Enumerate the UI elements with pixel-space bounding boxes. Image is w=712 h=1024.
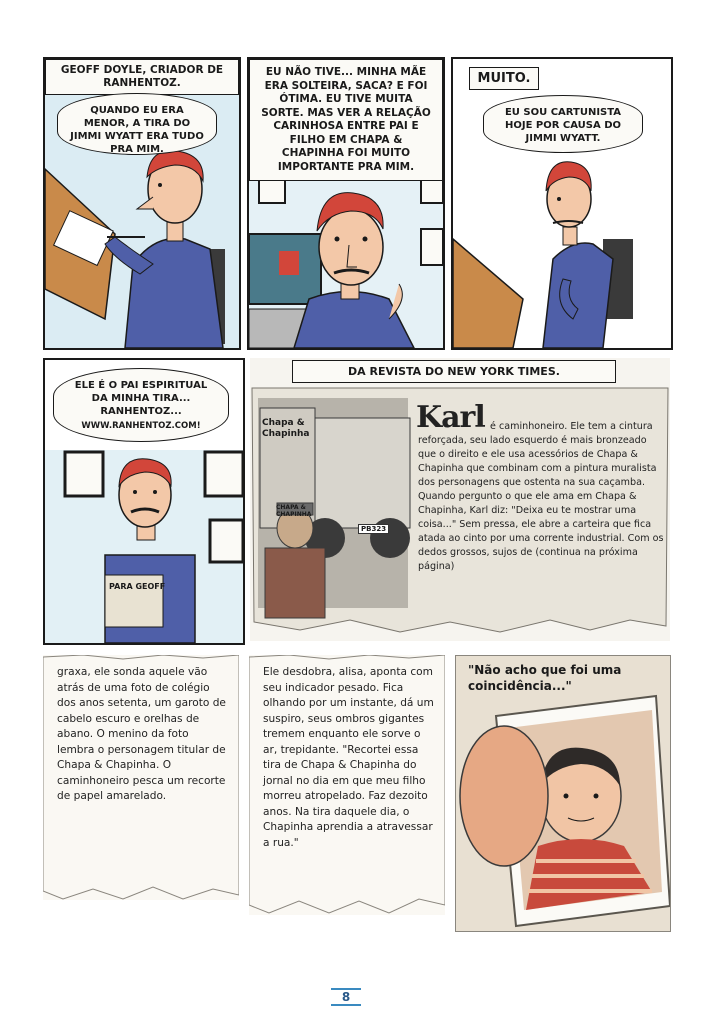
panel-1 bbox=[43, 57, 241, 350]
speech-balloon bbox=[53, 368, 229, 442]
article-text: é caminhoneiro. Ele tem a cintura reforçada, seu lado esquerdo é mais bronzeado que o direito e ele usa acessórios de Chapa & Chapinha que combinam com a pintura muralista dos personagens que ostenta na sua caçamba. Quando pergunto o que ele ama em Chapa & Chapinha, Karl diz: "Deixa eu te mostrar uma coisa..." Sem pressa, ele abre a carteira que fica atada ao cinto por uma corrente industrial. Com os dedos grossos, sujos de (continua na próxima página) bbox=[418, 421, 664, 572]
panel-3 bbox=[451, 57, 673, 350]
panel-7 bbox=[249, 655, 445, 915]
panel-8 bbox=[455, 655, 671, 932]
narration-caption bbox=[249, 59, 443, 181]
speech-balloon: EU SOU CARTUNISTA HOJE POR CAUSA DO JIMMI WYATT. bbox=[483, 95, 643, 153]
narrative-text: Ele desdobra, alisa, aponta com seu indicador pesado. Fica olhando por um instante, dá um suspiro, seus ombros gigantes tremem enquanto ele sorve o ar, trepidante. "Recortei essa tira de Chapa & Chapinha do jornal no dia em que meu filho morreu atropelado. Faz dezoito anos. Na tira daquele dia, o Chapinha aprendia a atravessar a rua." bbox=[263, 666, 434, 849]
panel-5 bbox=[250, 358, 670, 641]
exclaim-caption: MUITO. bbox=[469, 67, 539, 90]
book-label: PARA GEOFF bbox=[109, 582, 166, 591]
panel-6 bbox=[43, 655, 239, 900]
narration-caption: GEOFF DOYLE, CRIADOR DE RANHENTOZ. bbox=[45, 59, 239, 95]
drop-cap-word: Karl bbox=[416, 400, 485, 435]
narrative-text: graxa, ele sonda aquele vão atrás de uma foto de colégio dos anos setenta, um garoto de cabelo escuro e orelhas de abano. O menino da foto lembra o personagem titular de Chapa & Chapinha. O caminhoneiro pesca um recorte de papel amarelado. bbox=[57, 666, 226, 802]
speech-balloon: QUANDO EU ERA MENOR, A TIRA DO JIMMI WYATT ERA TUDO PRA MIM. bbox=[57, 93, 217, 155]
caption-text: EU NÃO TIVE... MINHA MÃE ERA SOLTEIRA, SACA? E FOI ÓTIMA. EU TIVE MUITA SORTE. MAS VER A RELAÇÃO CARINHOSA ENTRE PAI E FILHO EM CHAPA & CHAPINHA FOI MUITO IMPORTANTE PRA MIM. bbox=[261, 66, 431, 173]
photo-illustration bbox=[456, 656, 670, 931]
page-number: 8 bbox=[331, 988, 361, 1006]
balloon-text: ELE É O PAI ESPIRITUAL DA MINHA TIRA... RANHENTOZ... bbox=[74, 380, 208, 417]
cap-label: CHAPA & CHAPINHA bbox=[276, 504, 312, 518]
quote-text: "Não acho que foi uma coincidência..." bbox=[468, 663, 622, 693]
panel-2 bbox=[247, 57, 445, 350]
source-header: DA REVISTA DO NEW YORK TIMES. bbox=[292, 360, 616, 383]
url-text[interactable]: WWW.RANHENTOZ.COM! bbox=[81, 421, 201, 431]
truck-sign: Chapa & Chapinha bbox=[262, 418, 310, 439]
license-plate: PB323 bbox=[358, 524, 389, 534]
panel-4 bbox=[43, 358, 245, 645]
